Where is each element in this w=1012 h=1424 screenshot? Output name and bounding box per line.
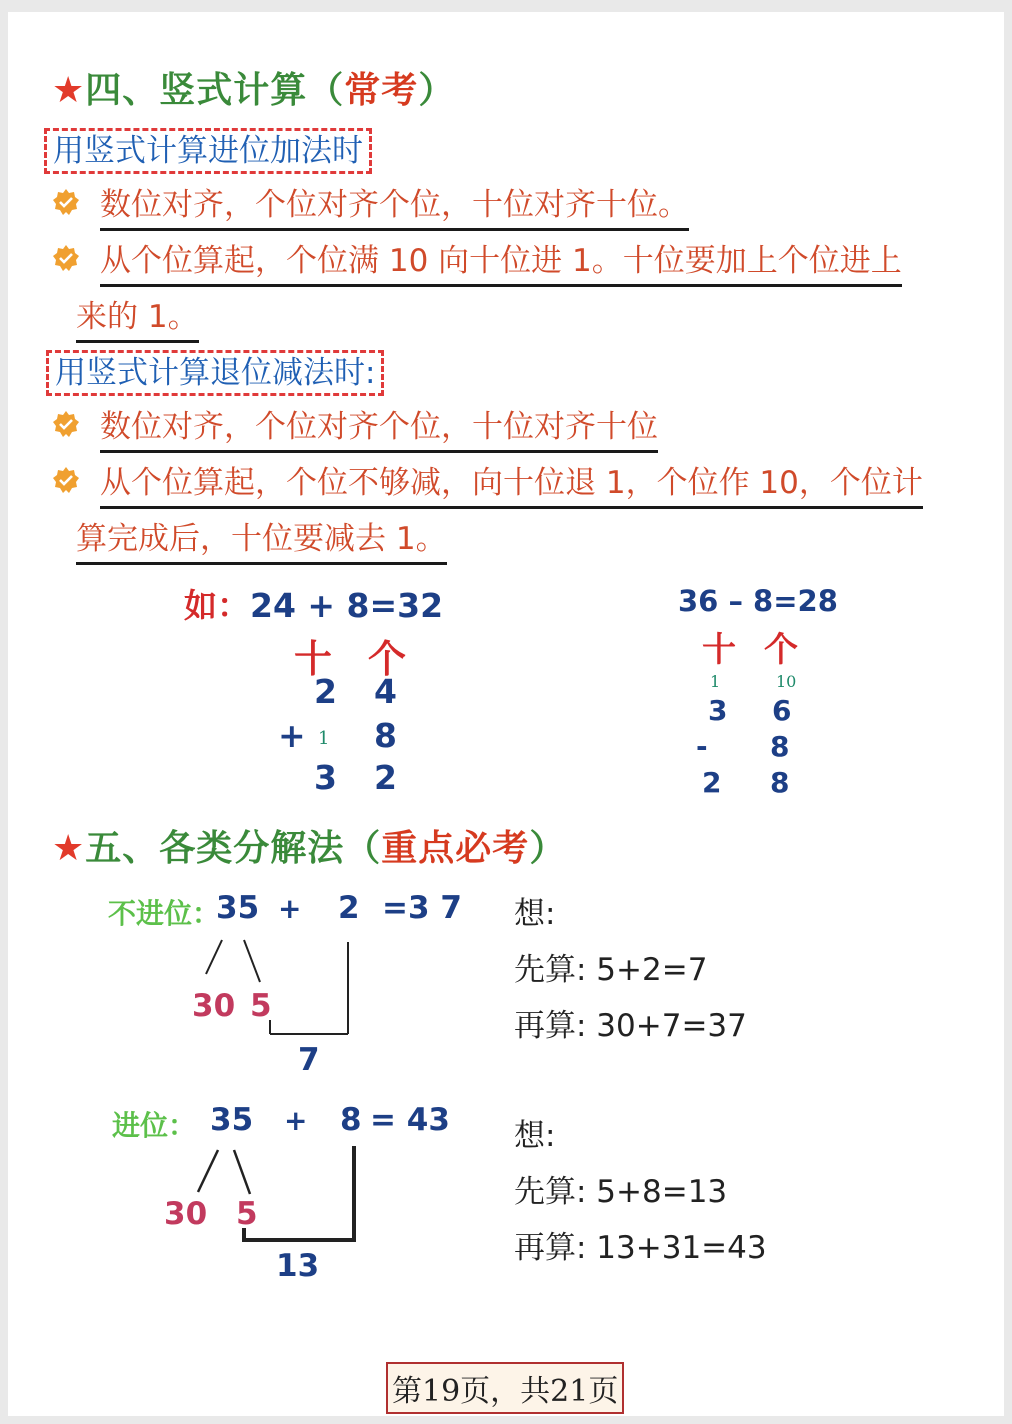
no-carry-result: =3 7 bbox=[382, 890, 462, 926]
add-carry-mark: 1 bbox=[318, 728, 330, 749]
badge-check-icon bbox=[52, 466, 80, 494]
carry-split-tens: 30 bbox=[164, 1196, 208, 1232]
carry-then: 再算: 13+31=43 bbox=[514, 1230, 767, 1266]
add-point-1: 数位对齐，个位对齐个位，十位对齐十位。 bbox=[100, 182, 689, 231]
sub-point-2: 从个位算起，个位不够减，向十位退 1，个位作 10，个位计 bbox=[100, 460, 923, 509]
sub-row1-tens: 3 bbox=[708, 694, 728, 727]
sub-result-ones: 8 bbox=[770, 766, 790, 799]
add-example-equation: 如：24 + 8=32 bbox=[184, 586, 444, 625]
no-carry-plus: + bbox=[278, 892, 302, 925]
sub-point-1: 数位对齐，个位对齐个位，十位对齐十位 bbox=[100, 404, 658, 453]
no-carry-think: 想: bbox=[514, 896, 556, 932]
sub-borrow-tens: 1 bbox=[710, 672, 721, 691]
add-row1-ones: 4 bbox=[374, 672, 397, 711]
no-carry-split-tens: 30 bbox=[192, 988, 236, 1024]
sub-col-ones: 个 bbox=[764, 630, 798, 670]
sub-example-equation: 36 – 8=28 bbox=[678, 584, 838, 618]
no-carry-b: 2 bbox=[338, 890, 360, 926]
carry-first: 先算: 5+8=13 bbox=[514, 1174, 728, 1210]
carry-partial: 13 bbox=[276, 1248, 320, 1284]
carry-b: 8 bbox=[340, 1102, 362, 1138]
carry-a: 35 bbox=[210, 1102, 254, 1138]
carry-plus: + bbox=[284, 1104, 308, 1137]
add-result-ones: 2 bbox=[374, 758, 397, 797]
addition-subheading: 用竖式计算进位加法时 bbox=[44, 128, 372, 174]
badge-check-icon bbox=[52, 188, 80, 216]
carry-think: 想: bbox=[514, 1118, 556, 1154]
carry-label: 进位： bbox=[112, 1109, 197, 1142]
page bbox=[8, 12, 1004, 1416]
star-icon: ★ bbox=[52, 70, 86, 111]
sub-row1-ones: 6 bbox=[772, 694, 792, 727]
sub-point-2-cont: 算完成后，十位要减去 1。 bbox=[76, 516, 447, 565]
sub-result-tens: 2 bbox=[702, 766, 722, 799]
sub-borrow-ones: 10 bbox=[776, 672, 797, 691]
no-carry-split-lines bbox=[188, 924, 368, 1044]
no-carry-a: 35 bbox=[216, 890, 260, 926]
carry-split-ones: 5 bbox=[236, 1196, 258, 1232]
no-carry-split-ones: 5 bbox=[250, 988, 272, 1024]
add-col-ones: 个 bbox=[368, 637, 407, 681]
sub-row2-ones: 8 bbox=[770, 730, 790, 763]
subtraction-subheading: 用竖式计算退位减法时: bbox=[46, 350, 384, 396]
add-row1-tens: 2 bbox=[314, 672, 337, 711]
add-operator: + bbox=[278, 716, 306, 755]
sub-operator: - bbox=[696, 730, 708, 763]
add-result-tens: 3 bbox=[314, 758, 337, 797]
no-carry-then: 再算: 30+7=37 bbox=[514, 1008, 747, 1044]
no-carry-partial: 7 bbox=[298, 1042, 320, 1078]
no-carry-label: 不进位： bbox=[108, 897, 221, 930]
section5-title: ★五、各类分解法（重点必考） bbox=[52, 828, 567, 869]
add-point-2-cont: 来的 1。 bbox=[76, 294, 199, 343]
no-carry-first: 先算: 5+2=7 bbox=[514, 952, 708, 988]
add-row2-ones: 8 bbox=[374, 716, 397, 755]
sub-col-tens: 十 bbox=[702, 630, 736, 670]
carry-result: = 43 bbox=[370, 1102, 450, 1138]
section4-title: ★四、竖式计算（常考） bbox=[52, 70, 456, 111]
add-col-tens: 十 bbox=[294, 637, 333, 681]
page-number: 第19页，共21页 bbox=[386, 1362, 624, 1414]
star-icon: ★ bbox=[52, 828, 86, 869]
badge-check-icon bbox=[52, 244, 80, 272]
add-point-2: 从个位算起，个位满 10 向十位进 1。十位要加上个位进上 bbox=[100, 238, 902, 287]
badge-check-icon bbox=[52, 410, 80, 438]
